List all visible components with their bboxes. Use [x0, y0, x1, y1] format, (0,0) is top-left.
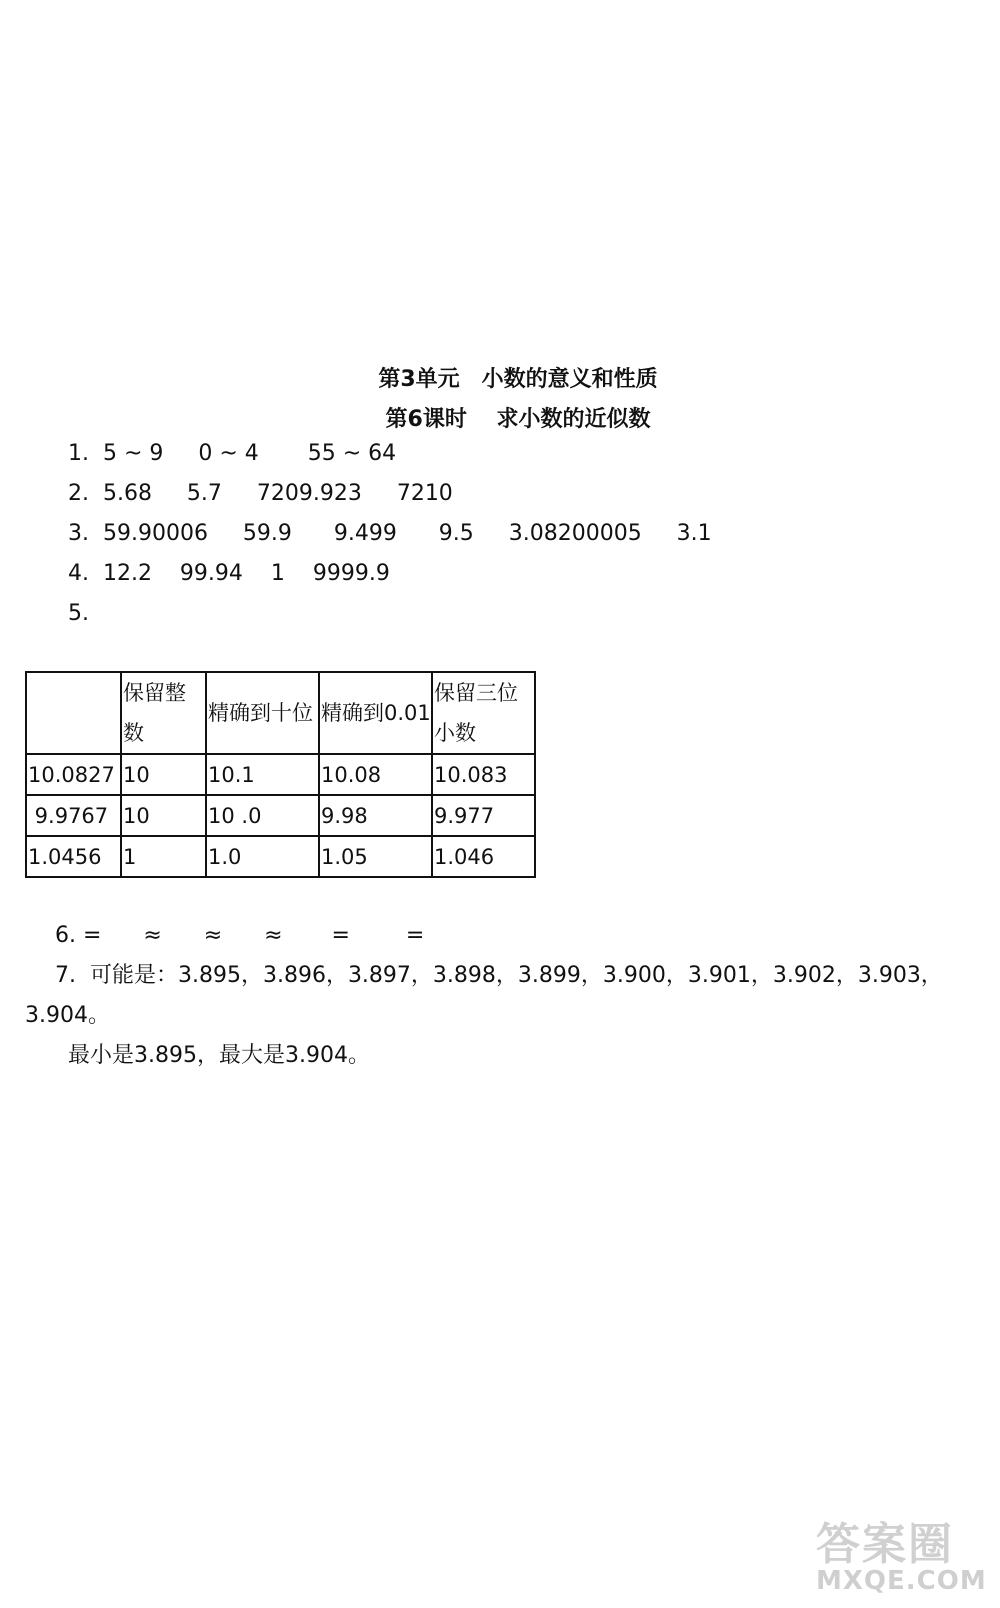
lesson-title: 第6课时 求小数的近似数 [385, 407, 651, 432]
table-row [26, 754, 535, 795]
watermark-site: MXQE.COM [816, 1566, 987, 1596]
answer-4: 4. 12.2 99.94 1 9999.9 [68, 561, 390, 586]
answer-6: 6. = ≈ ≈ ≈ = = [55, 923, 425, 948]
rounding-table [25, 671, 536, 878]
table-cell: 10.0827 [26, 754, 121, 795]
table-row [26, 836, 535, 877]
answer-5-label: 5. [68, 601, 89, 626]
answer-2: 2. 5.68 5.7 7209.923 7210 [68, 481, 453, 506]
unit-title: 第3单元 小数的意义和性质 [378, 367, 658, 392]
table-header-cell [26, 672, 121, 754]
table-cell: 1.0456 [26, 836, 121, 877]
answer-7-line3: 最小是3.895，最大是3.904。 [68, 1043, 370, 1068]
table-cell: 10.1 [206, 754, 319, 795]
table-cell: 9.98 [319, 795, 432, 836]
table-cell: 10 [121, 795, 206, 836]
table-header-cell: 精确到0.01 [319, 672, 432, 754]
table-cell: 9.9767 [26, 795, 121, 836]
table-cell: 10.08 [319, 754, 432, 795]
answer-1: 1. 5 ~ 9 0 ~ 4 55 ~ 64 [68, 441, 397, 466]
answer-7-line1: 7. 可能是：3.895，3.896，3.897，3.898，3.899，3.900，3.901，3.902，3.903， [55, 963, 943, 988]
table-header-cell: 精确到十位 [206, 672, 319, 754]
answer-3: 3. 59.90006 59.9 9.499 9.5 3.08200005 3.1 [68, 521, 712, 546]
table-cell: 10 [121, 754, 206, 795]
table-cell: 1.0 [206, 836, 319, 877]
table-cell: 10.083 [432, 754, 535, 795]
table-cell: 1.046 [432, 836, 535, 877]
answer-7-line2: 3.904。 [25, 1003, 110, 1028]
table-cell: 1 [121, 836, 206, 877]
table-cell: 9.977 [432, 795, 535, 836]
table-row [26, 795, 535, 836]
table-header-row [26, 672, 535, 754]
table-header-cell: 保留三位小数 [432, 672, 535, 754]
watermark-logo [816, 1508, 986, 1600]
table-cell: 1.05 [319, 836, 432, 877]
table-header-cell: 保留整数 [121, 672, 206, 754]
watermark-mark: 答案圈 [816, 1519, 954, 1570]
table-cell: 10 .0 [206, 795, 319, 836]
